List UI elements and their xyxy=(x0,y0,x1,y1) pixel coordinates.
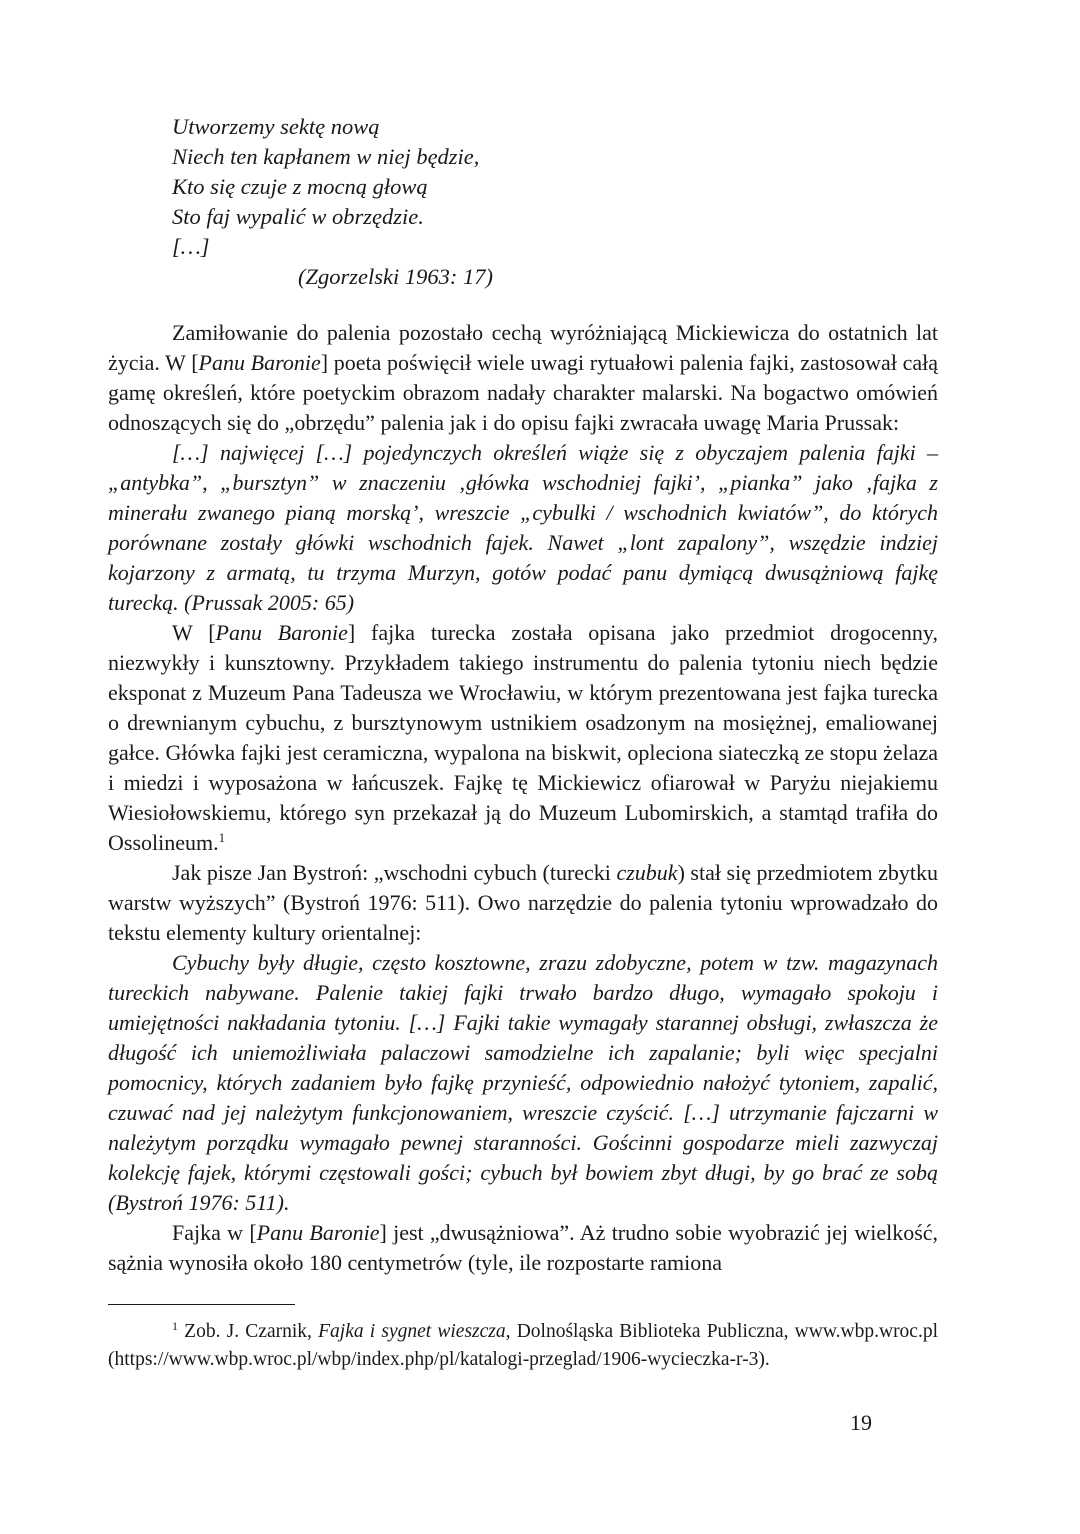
paragraph-text: W [ xyxy=(172,620,216,645)
footnote-separator xyxy=(108,1304,295,1305)
work-title: Panu Baronie xyxy=(256,1220,380,1245)
paragraph-text: ] fajka turecka została opisana jako przedmiot drogocenny, niezwykły i kunsztowny. Przykładem takiego instrumentu do palenia tytoniu niech będzie eksponat z Muzeum Pana Tadeusza we Wrocławiu, w którym prezentowana jest fajka turecka o drewnianym cybuchu, z bursztynowym ustnikiem osadzonym na mosiężnej, emaliowanej gałce. Główka fajki jest ceramiczna, wypalona na biskwit, opleciona siateczką ze stopu żelaza i miedzi i wyposażona w łańcuszek. Fajkę tę Mickiewicz ofiarował w Paryżu niejakiemu Wiesiołowskiemu, którego syn przekazał ją do Muzeum Lubomirskich, a stamtąd trafiła do Ossolineum. xyxy=(108,620,939,855)
footnote xyxy=(108,1318,938,1373)
paragraph-text: Zamiłowanie do palenia pozostało cechą wyróżniającą Mickiewicza do ostatnich lat życia. W [ xyxy=(108,320,938,375)
body-text xyxy=(108,318,938,1278)
poem-line: Utworzemy sektę nową xyxy=(172,114,380,139)
poem-line: Kto się czuje z mocną głową xyxy=(172,174,428,199)
footnote-reference[interactable]: 1 xyxy=(218,830,226,845)
footnote-body: , Dolnośląska Biblioteka Publiczna, www.​wbp.wroc.pl (https://www.wbp.wroc.pl/wbp/index.php/pl/katalogi-przeglad/1906-wycieczka-r-3). xyxy=(108,1321,939,1370)
work-title: Fajka i sygnet wieszcza xyxy=(318,1321,506,1342)
paragraph-text: Fajka w [ xyxy=(172,1220,257,1245)
paragraph xyxy=(108,858,938,948)
paragraph-text: ] poeta poświęcił wiele uwagi rytuałowi palenia fajki, zastosował całą gamę określeń, które poetyckim obrazom nadały charakter malarski. Na bogactwo omówień odnoszących się do „obrzędu” palenia jak i do opisu fajki zwracała uwagę Maria Prussak: xyxy=(108,350,939,435)
paragraph xyxy=(108,318,938,438)
italic-term: czubuk xyxy=(616,860,678,885)
footnote-body: Zob. J. Czarnik, xyxy=(178,1321,319,1342)
poem-line: […] xyxy=(172,234,210,259)
poem-excerpt xyxy=(172,112,493,292)
paragraph xyxy=(108,618,938,858)
page-number: 19 xyxy=(850,1410,872,1435)
paragraph-text: Jak pisze Jan Bystroń: „wschodni cybuch (turecki xyxy=(172,860,617,885)
work-title: Panu Baronie xyxy=(215,620,348,645)
block-quote: Cybuchy były długie, często kosztowne, zrazu zdobyczne, potem w tzw. magazynach tureckich nabywane. Palenie takiej fajki trwało bardzo długo, wymagało spokoju i umiejętności nakładania tytoniu. […] Fajki takie wymagały starannej obsługi, zwłaszcza że długość ich uniemożliwiała palaczowi samodzielne ich zapalanie; byli więc specjalni pomocnicy, których zadaniem było fajkę przynieść, odpowiednio nałożyć tytoniem, zapalić, czuwać nad jej należytym funkcjonowaniem, wreszcie czyścić. […] utrzymanie fajczarni w należytym porządku wymagało pewnej staranności. Gościnni gospodarze mieli zazwyczaj kolekcję fajek, którymi częstowali gości; cybuch był bowiem zbyt długi, by go brać ze sobą (Bystroń 1976: 511). xyxy=(108,950,938,1215)
footnote-number: 1 xyxy=(172,1319,178,1333)
poem-line: Niech ten kapłanem w niej będzie, xyxy=(172,144,480,169)
work-title: Panu Baronie xyxy=(198,350,321,375)
paragraph-text: ] jest „dwusążniowa”. Aż trudno sobie wyobrazić jej wielkość, sążnia wynosiła około 180 centymetrów (tyle, ile rozpostarte ramiona xyxy=(108,1220,939,1275)
poem-citation: (Zgorzelski 1963: 17) xyxy=(298,264,493,289)
paragraph-text: ) stał się przedmiotem zbytku warstw wyższych” (Bystroń 1976: 511). Owo narzędzie do palenia tytoniu wprowadzało do tekstu elementy kultury orientalnej: xyxy=(108,860,938,945)
footnote-text xyxy=(108,1318,938,1373)
block-quote: […] najwięcej […] pojedynczych określeń wiąże się z obyczajem palenia fajki – „antybka”, „bursztyn” w znaczeniu ‚główka wschodniej fajki’, „pianka” jako ‚fajka z minerału zwanego pianą morską’, wreszcie „cybulki / wschodnich kwiatów”, do których porównane zostały główki wschodnich fajek. Nawet „lont zapalony”, wszędzie indziej kojarzony z armatą, tu trzyma Murzyn, gotów podać panu dymiącą dwusążniową fajkę turecką. (Prussak 2005: 65) xyxy=(108,440,938,615)
poem-line: Sto faj wypalić w obrzędzie. xyxy=(172,204,424,229)
paragraph xyxy=(108,1218,938,1278)
